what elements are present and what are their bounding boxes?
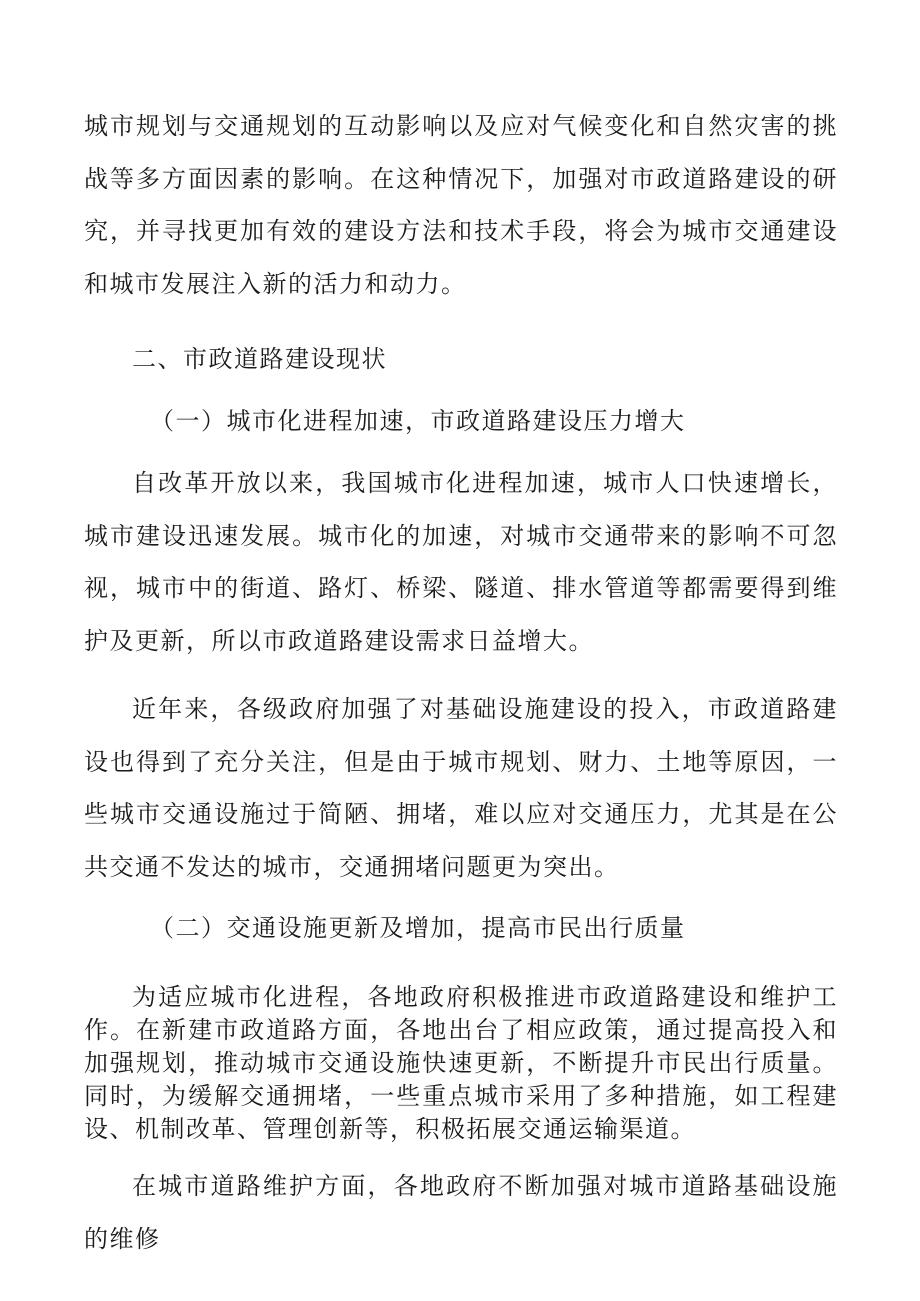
paragraph-continued: 城市规划与交通规划的互动影响以及应对气候变化和自然灾害的挑战等多方面因素的影响。在这种情况下，加强对市政道路建设的研究，并寻找更加有效的建设方法和技术手段，将会为城市交通建设和城市发展注入新的活力和动力。 [84, 112, 838, 298]
subsection-2-heading: （二）交通设施更新及增加，提高市民出行质量 [150, 914, 686, 942]
subsection-2-paragraph-2: 在城市道路维护方面，各地政府不断加强对城市道路基础设施的维修 [84, 1172, 838, 1253]
subsection-2-paragraph-1: 为适应城市化进程，各地政府积极推进市政道路建设和维护工作。在新建市政道路方面，各地出台了相应政策，通过提高投入和加强规划，推动城市交通设施快速更新，不断提升市民出行质量。同时，为缓解交通拥堵，一些重点城市采用了多种措施，如工程建设、机制改革、管理创新等，积极拓展交通运输渠道。 [84, 983, 838, 1143]
section-heading: 二、市政道路建设现状 [132, 345, 387, 373]
subsection-1-paragraph-1: 自改革开放以来，我国城市化进程加速，城市人口快速增长，城市建设迅速发展。城市化的加速，对城市交通带来的影响不可忽视，城市中的街道、路灯、桥梁、隧道、排水管道等都需要得到维护及更新，所以市政道路建设需求日益增大。 [84, 469, 838, 655]
subsection-1-heading: （一）城市化进程加速，市政道路建设压力增大 [150, 407, 686, 435]
subsection-1-paragraph-2: 近年来，各级政府加强了对基础设施建设的投入，市政道路建设也得到了充分关注，但是由于城市规划、财力、土地等原因，一些城市交通设施过于简陋、拥堵，难以应对交通压力，尤其是在公共交通不发达的城市，交通拥堵问题更为突出。 [84, 695, 838, 881]
